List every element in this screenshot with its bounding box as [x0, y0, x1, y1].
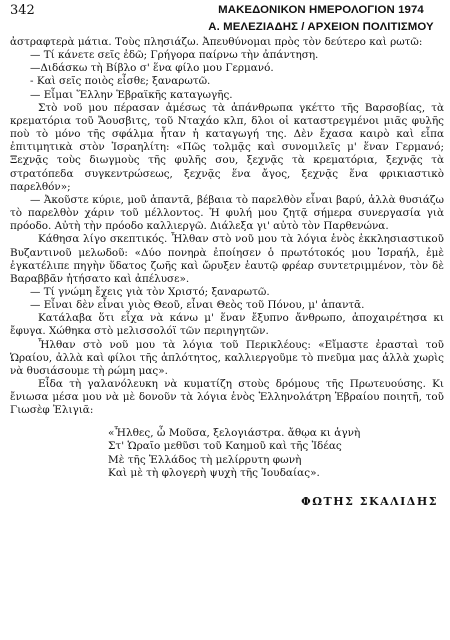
paragraph: Κάθησα λίγο σκεπτικός. Ἦλθαν στὸ νοῦ μου τὰ λόγια ἑνὸς ἐκκλησιαστικοῦ Βυζαντινοῦ μελωδοῦ: «Δύο πονηρὰ ἐποίησεν ὁ πρωτότοκός μου Ἰσραήλ, ἐμὲ ἐγκατέλιπε πηγὴν ὕδατος ζωῆς καὶ ὤρυξεν ἑαυτῷ φρέαρ συντετριμμένον, τὸν δὲ Βαραββᾶν ἠτήσατο καὶ ἀπέλυσε».	[10, 233, 444, 285]
paragraph: — Τί κάνετε σεῖς ἐδῶ; Γρήγορα παίρνω τὴν ἀπάντηση.	[30, 49, 319, 62]
poem-line: Μὲ τῆς Ἑλλάδος τὴ μελίρρυτη φωνὴ	[108, 453, 302, 466]
paragraph: Εἶδα τὴ γαλανόλευκη νὰ κυματίζη στοὺς δρόμους τῆς Πρωτευούσης. Κι ἔνιωσα μέσα μου νὰ μὲ δονοῦν τὰ λόγια ἑνὸς Ἑλληνολάτρη Ἑβραίου ποιητῆ, τοῦ Γιωσὲφ Ἐλιγιᾶ:	[10, 378, 444, 417]
poem-line: «Ἦλθες, ὦ Μοῦσα, ξελογιάστρα. ἄθῳα κι ἁγνὴ	[108, 426, 361, 439]
author-signature: ΦΩΤΗΣ ΣΚΑΛΙΔΗΣ	[301, 494, 438, 508]
paragraph: — Εἶναι δὲν εἶναι γιὸς Θεοῦ, εἶναι Θεὸς τοῦ Πόνου, μ' ἀπαντᾶ.	[30, 299, 365, 312]
poem-quote	[108, 427, 444, 481]
paragraph: ἀστραφτερὰ μάτια. Τοὺς πλησιάζω. Ἀπευθύνομαι πρὸς τὸν δεύτερο καὶ ρωτῶ:	[10, 36, 423, 48]
paragraph: Κατάλαβα ὅτι εἶχα νὰ κάνω μ' ἕναν ἔξυπνο ἄνθρωπο, ἀποχαιρέτησα κι ἔφυγα. Χώθηκα στὸ μελισσολόϊ τῶν περιηγητῶν.	[10, 312, 444, 338]
masthead-title: ΜΑΚΕΔΟΝΙΚΟΝ ΗΜΕΡΟΛΟΓΙΟΝ 1974	[218, 4, 424, 16]
paragraphs	[10, 36, 444, 418]
paragraph: Ἦλθαν στὸ νοῦ μου τὰ λόγια τοῦ Περικλέους: «Εἴμαστε ἐρασταὶ τοῦ Ὡραίου, ἀλλὰ καὶ φίλοι τῆς ἁπλότητος, καλλιεργοῦμε τὸ πνεῦμα μας ἀλλὰ χωρὶς νὰ θυσιάσουμε τὴ ρώμη μας».	[10, 338, 444, 377]
paragraph: — Ἀκοῦστε κύριε, μοῦ ἀπαντᾶ, βέβαια τὸ παρελθὸν εἶναι βαρύ, ἀλλὰ θυσιάζω τὸ παρελθὸν χάριν τοῦ μέλλοντος. Ἡ φυλή μου ζητᾷ σήμερα συνεργασία γιὰ πρόοδο. Αὐτὴ τὴν πρόοδο καλλιεργῶ. Διάλεξα γι' αὐτὸ τὸν Παρθενώνα.	[10, 193, 444, 233]
paragraph: —Διδάσκω τὴ Βίβλο σ' ἕνα φίλο μου Γερμανό.	[30, 62, 274, 75]
page-number: 342	[10, 3, 35, 18]
paragraph: Στὸ νοῦ μου πέρασαν ἀμέσως τὰ ἀπάνθρωπα γκέττο τῆς Βαρσοβίας, τὰ κρεματόρια τοῦ Ἄουσβιτς, τοῦ Νταχάο κλπ, δλοι οἱ καταστρεγμένοι μιᾶς φυλῆς ποὺ τὸ μόνο τῆς σφάλμα ἦταν ἡ καταγωγή της. Δὲν ἔχασα καιρὸ καὶ εἶπα ἐπιτιμητικὰ στὸν Ἰσραηλίτη: «Πῶς τολμᾷς καὶ συνομιλεῖς μ' ἕναν Γερμανό; Ξεχνᾷς τοὺς διωγμοὺς τῆς φυλῆς σου, ξεχνᾷς τὰ κρεματόρια, ξεχνᾷς τὰ στρατόπεδα συγκεντρώσεως, ξεχνᾷς ἕνα ἄγος, ξεχνᾷς ἕνα φρικιαστικὸ παρελθόν»;	[10, 101, 444, 193]
masthead	[196, 2, 446, 36]
poem-line: Στ' Ὡραῖο μεθῦσι τοῦ Καημοῦ καὶ τῆς Ἰδέας	[108, 440, 342, 453]
paragraph: — Τί γνώμη ἔχεις γιὰ τὸν Χριστό; ξαναρωτῶ.	[30, 285, 270, 298]
masthead-subtitle: Α. ΜΕΛΕΖΙΑΔΗΣ / ΑΡΧΕΙΟΝ ΠΟΛΙΤΙΣΜΟΥ	[208, 21, 434, 33]
poem-line: Καὶ μὲ τὴ φλογερὴ ψυχὴ τῆς Ἰουδαίας».	[108, 467, 320, 480]
paragraph: - Καὶ σεῖς ποιὸς εἶσθε; ξαναρωτῶ.	[30, 75, 211, 88]
paragraph: — Εἶμαι Ἕλλην Ἑβραϊκῆς καταγωγῆς.	[30, 88, 233, 101]
article-body	[10, 36, 444, 508]
